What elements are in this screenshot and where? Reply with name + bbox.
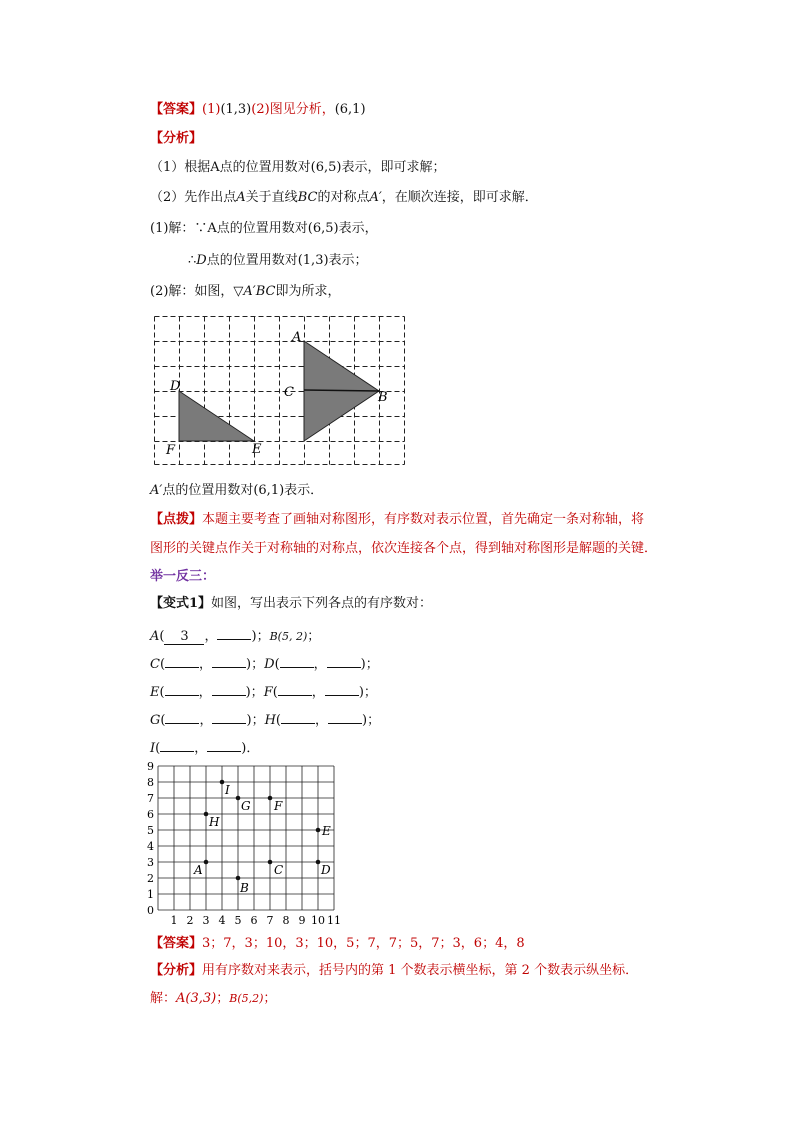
- point-H-label: H: [264, 713, 276, 728]
- solution-line2-pre: ∴: [188, 253, 197, 268]
- tip-line1: [150, 511, 644, 529]
- point-B: [236, 876, 241, 881]
- solution2-pre: 解：: [150, 991, 177, 1006]
- solution-line4-post: 点的位置用数对(6,1)表示．: [162, 483, 324, 498]
- variant-row-I: I( ， )．: [150, 736, 259, 758]
- point-label-D: D: [321, 863, 331, 877]
- point-label-A: A: [194, 863, 203, 877]
- variant-row-E-F: E( ， )；F( ， )；: [150, 680, 377, 702]
- answer-part2-text: 图见分析，: [269, 102, 335, 117]
- analysis-step2-mid: 关于直线: [245, 190, 298, 205]
- solution-line4: [150, 482, 323, 500]
- point-D-label: D: [264, 657, 275, 672]
- y-tick-label: 1: [147, 888, 154, 901]
- comma: ，: [194, 741, 208, 756]
- comma: ，: [198, 685, 212, 700]
- blank-E-x[interactable]: [165, 680, 199, 696]
- point-F-label: F: [263, 685, 273, 700]
- analysis-step1: （1）根据A点的位置用数对(6,5)表示，即可求解；: [150, 160, 446, 175]
- variant-question: [150, 595, 432, 613]
- x-tick-label: 5: [234, 914, 242, 927]
- analysis-step2-A: A: [236, 190, 246, 205]
- x-tick-label: 3: [202, 914, 210, 927]
- x-tick-label: 6: [250, 914, 258, 927]
- variant-row-C-D: C( ， )；D( ， )；: [150, 652, 379, 674]
- semicolon: ；: [250, 685, 264, 700]
- point-H: [204, 812, 209, 817]
- blank-H-x[interactable]: [281, 708, 315, 724]
- semicolon: ；: [251, 713, 265, 728]
- answer2-line: [150, 935, 525, 953]
- point-I: [220, 780, 225, 785]
- variant-question-text: 如图，写出表示下列各点的有序数对：: [211, 596, 433, 611]
- blank-G-y[interactable]: [212, 708, 246, 724]
- label-F: F: [166, 443, 176, 458]
- tip-line2: 图形的关键点作关于对称轴的对称点，依次连接各个点，得到轴对称图形是解题的关键．: [150, 541, 658, 556]
- x-tick-label: 8: [282, 914, 290, 927]
- blank-A-y[interactable]: [217, 624, 251, 640]
- solution-line3-tri: ▽A′BC: [233, 284, 276, 299]
- point-G-label: G: [150, 713, 161, 728]
- blank-C-x[interactable]: [165, 652, 199, 668]
- semicolon: ；: [367, 713, 381, 728]
- section-title: 举一反三：: [150, 569, 216, 584]
- variant-row-G-H: G( ， )；H( ， )；: [150, 708, 380, 730]
- answer-part2-value: (6,1): [334, 102, 366, 117]
- analysis-step2-BC: BC: [297, 190, 318, 205]
- analysis-step2-mid2: 的对称点: [317, 190, 370, 205]
- y-tick-label: 7: [147, 792, 154, 805]
- y-tick-label: 0: [147, 904, 154, 917]
- solution-line2: [188, 252, 368, 270]
- y-tick-label: 2: [147, 872, 154, 885]
- solution2-B: B(5,2): [229, 992, 264, 1005]
- point-label-G: G: [241, 799, 251, 813]
- blank-A-x[interactable]: 3: [164, 629, 204, 645]
- answer-part1-value: (1,3): [220, 102, 252, 117]
- solution-line3: [150, 283, 341, 301]
- y-tick-label: 5: [147, 824, 154, 837]
- blank-I-x[interactable]: [160, 736, 194, 752]
- point-I-label: I: [150, 741, 156, 756]
- comma: ，: [313, 657, 327, 672]
- answer-line-1: [150, 101, 366, 119]
- analysis-step2-Ap: A′: [369, 190, 382, 205]
- solution2-sep: ；: [216, 991, 230, 1006]
- solution2-end: ；: [263, 991, 277, 1006]
- point-C-label: C: [150, 657, 160, 672]
- semicolon: ；: [365, 657, 379, 672]
- analysis-step2-post: ，在顺次连接，即可求解．: [381, 190, 538, 205]
- solution-line3-pre: (2)解：如图，: [150, 284, 234, 299]
- y-tick-label: 9: [147, 760, 154, 773]
- tip-text-1: 本题主要考查了画轴对称图形，有序数对表示位置，首先确定一条对称轴，将: [202, 512, 645, 527]
- blank-F-x[interactable]: [278, 680, 312, 696]
- semicolon: ；: [256, 629, 270, 644]
- symmetry-figure: [150, 312, 410, 472]
- y-tick-label: 8: [147, 776, 154, 789]
- point-label-H: H: [209, 815, 220, 829]
- answer2-tag: 【答案】: [150, 936, 203, 951]
- variant-row-A-B: A( 3 ， )；B(5, 2)；: [150, 624, 320, 646]
- tip-tag: 【点拨】: [150, 512, 203, 527]
- analysis-step2: [150, 189, 538, 207]
- point-C: [268, 860, 273, 865]
- point-E-label: E: [150, 685, 160, 700]
- period: ．: [246, 741, 260, 756]
- x-tick-label: 2: [186, 914, 194, 927]
- y-tick-label: 4: [147, 840, 154, 853]
- x-tick-label: 7: [266, 914, 274, 927]
- solution-line3-post: 即为所求，: [275, 284, 341, 299]
- point-label-C: C: [274, 863, 284, 877]
- solution-line2-post: 点的位置用数对(1,3)表示；: [206, 253, 368, 268]
- point-E: [316, 828, 321, 833]
- answer-part2-label: (2): [251, 102, 270, 117]
- x-tick-label: 1: [170, 914, 178, 927]
- x-tick-label: 4: [218, 914, 226, 927]
- x-tick-label: 11: [327, 914, 341, 927]
- variant-tag: 【变式1】: [150, 596, 212, 611]
- point-D: [316, 860, 321, 865]
- comma: ，: [315, 713, 329, 728]
- label-A: A: [292, 330, 302, 345]
- solution-line4-Ap: A′: [150, 483, 163, 498]
- label-C: C: [284, 385, 294, 400]
- solution2-line: [150, 990, 276, 1008]
- coordinate-grid: [140, 758, 350, 930]
- point-label-I: I: [225, 783, 230, 797]
- answer-part1-label: (1): [202, 102, 221, 117]
- label-D: D: [170, 379, 181, 394]
- semicolon: ；: [251, 657, 265, 672]
- y-tick-label: 3: [147, 856, 154, 869]
- comma: ，: [204, 629, 218, 644]
- blank-G-x[interactable]: [165, 708, 199, 724]
- blank-E-y[interactable]: [212, 680, 246, 696]
- semicolon: ；: [363, 685, 377, 700]
- point-label-E: E: [322, 824, 331, 838]
- analysis2-tag: 【分析】: [150, 963, 203, 978]
- solution-line1: (1)解：∵A点的位置用数对(6,5)表示，: [150, 221, 378, 236]
- solution-line2-D: D: [196, 253, 207, 268]
- comma: ，: [199, 657, 213, 672]
- segment-CB: [304, 390, 379, 391]
- point-label-B: B: [240, 881, 249, 895]
- point-F: [268, 796, 273, 801]
- x-tick-label: 9: [298, 914, 306, 927]
- blank-C-y[interactable]: [212, 652, 246, 668]
- point-A-label: A: [150, 629, 160, 644]
- solution2-A: A(3,3): [176, 991, 217, 1006]
- answer2-text: 3；7，3；10，3；10，5；7，7；5，7；3，6；4，8: [202, 936, 525, 951]
- comma: ，: [199, 713, 213, 728]
- blank-I-y[interactable]: [207, 736, 241, 752]
- point-label-F: F: [274, 799, 283, 813]
- comma: ，: [311, 685, 325, 700]
- answer-tag: 【答案】: [150, 102, 203, 117]
- analysis2-text: 用有序数对来表示，括号内的第 1 个数表示横坐标，第 2 个数表示纵坐标．: [202, 963, 639, 978]
- point-B-given: B(5, 2): [269, 630, 308, 643]
- blank-D-y[interactable]: [327, 652, 361, 668]
- point-A: [204, 860, 209, 865]
- x-tick-label: 10: [311, 914, 325, 927]
- analysis2-line: [150, 962, 638, 980]
- blank-F-y[interactable]: [325, 680, 359, 696]
- analysis-step2-pre: （2）先作出点: [150, 190, 237, 205]
- y-tick-label: 6: [147, 808, 154, 821]
- label-B: B: [378, 390, 388, 405]
- point-G: [236, 796, 241, 801]
- analysis-tag: 【分析】: [150, 131, 203, 146]
- blank-D-x[interactable]: [280, 652, 314, 668]
- label-E: E: [252, 442, 262, 457]
- semicolon: ；: [307, 629, 321, 644]
- blank-H-y[interactable]: [328, 708, 362, 724]
